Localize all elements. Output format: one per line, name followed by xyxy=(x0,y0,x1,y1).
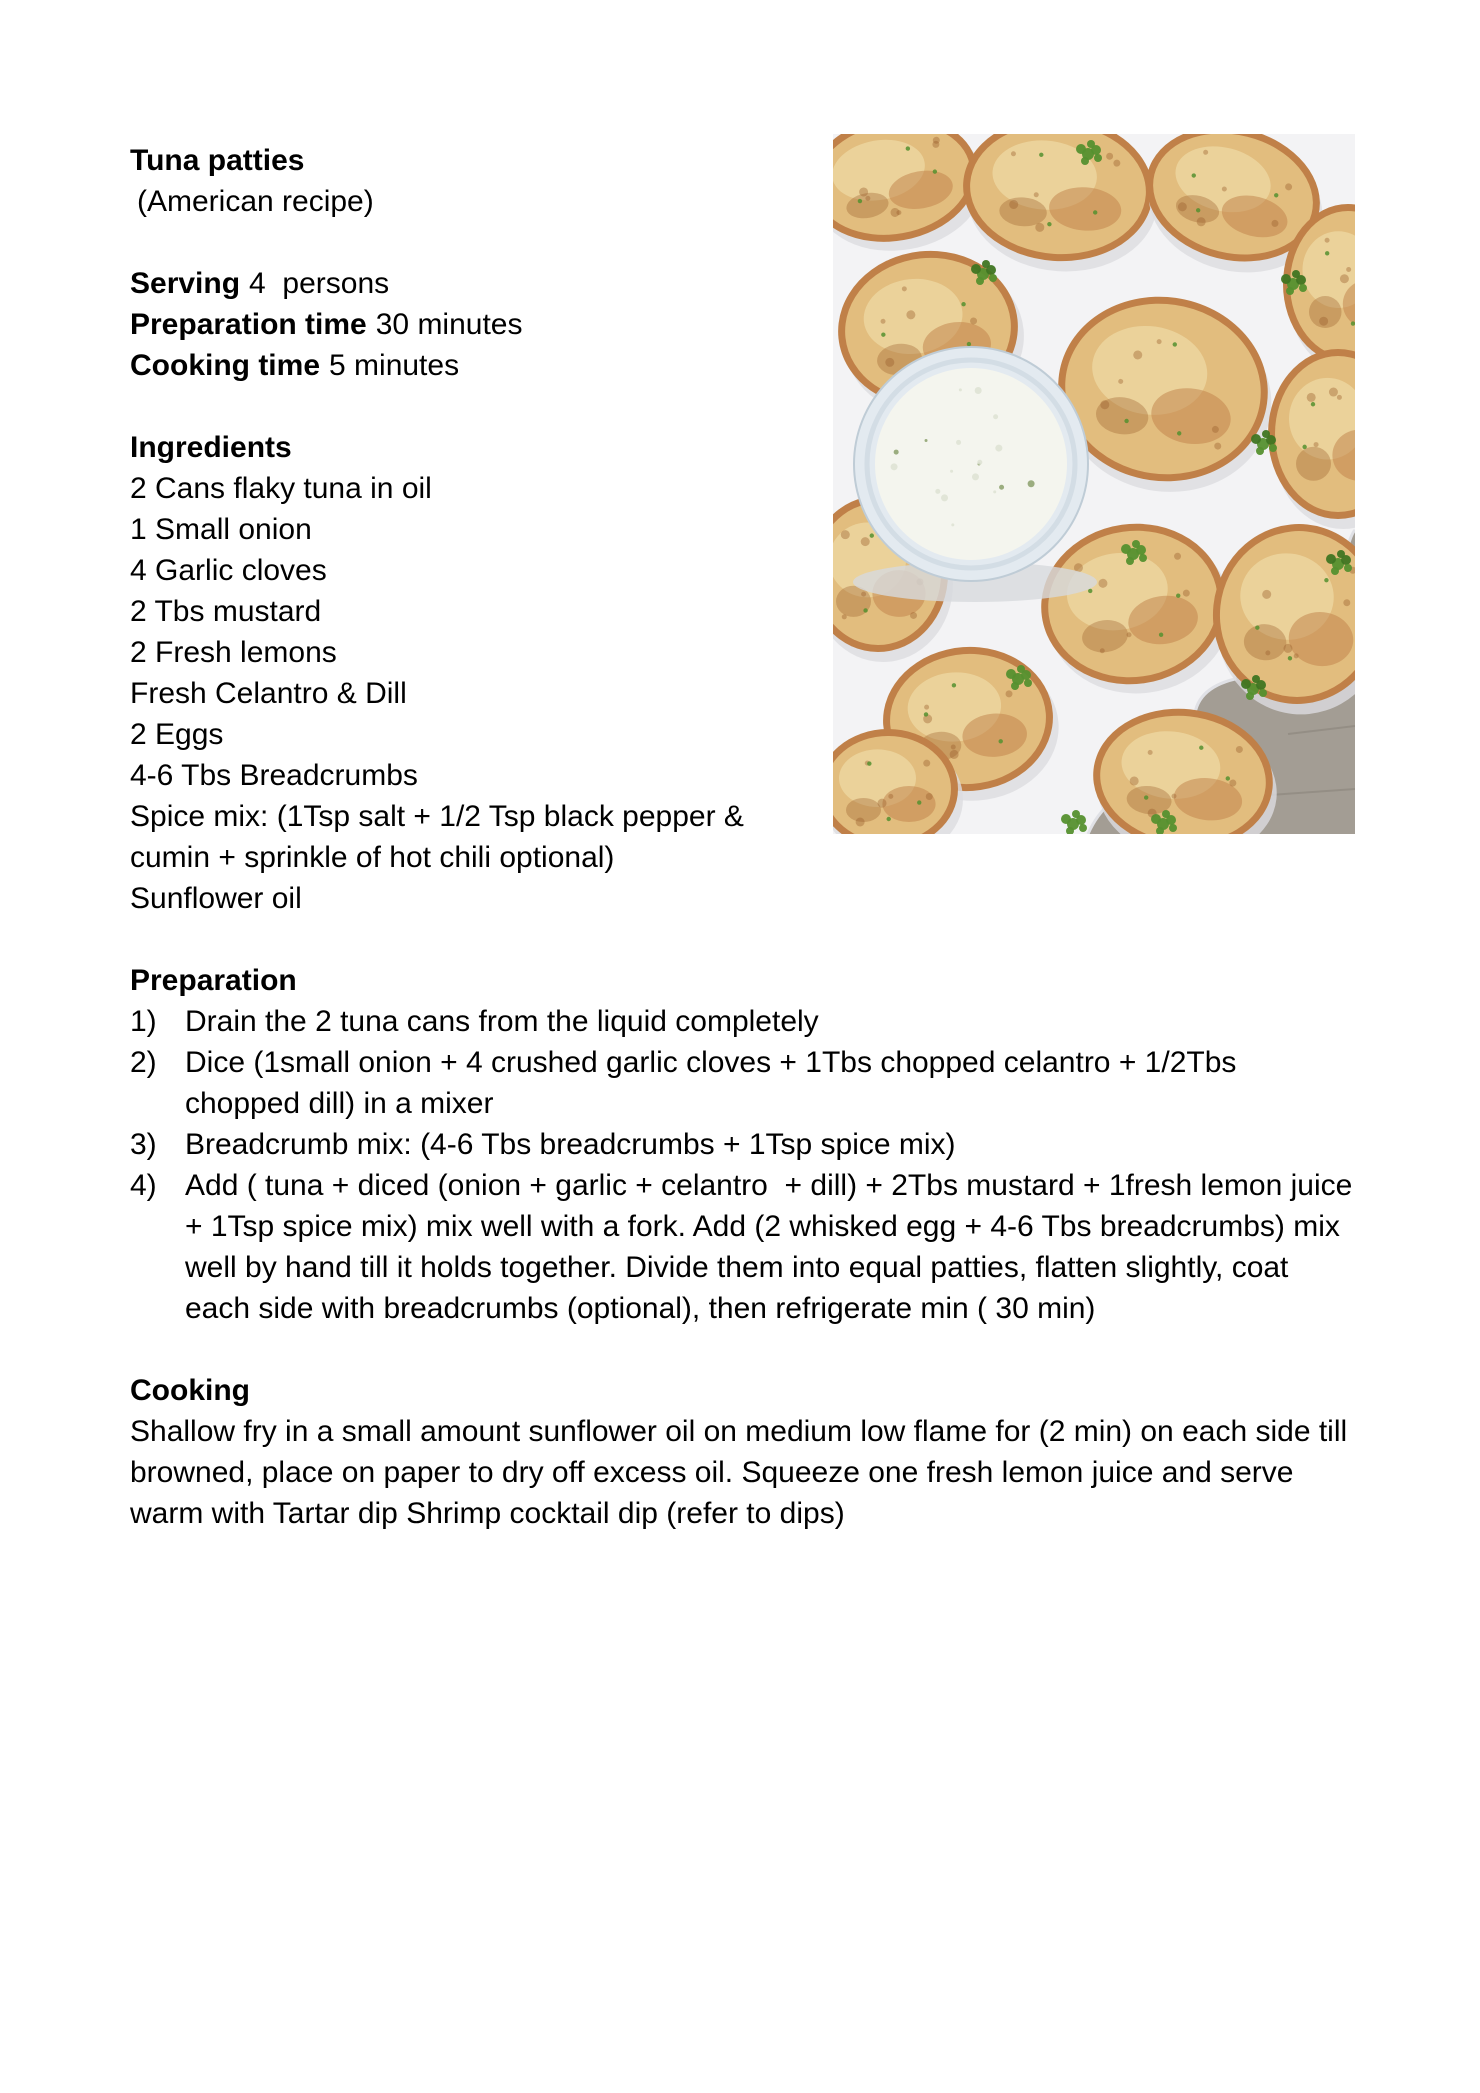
ingredient-item: 2 Fresh lemons xyxy=(130,636,337,669)
step-text: Drain the 2 tuna cans from the liquid completely xyxy=(185,1005,819,1038)
ingredient-item: 2 Cans flaky tuna in oil xyxy=(130,472,432,505)
page-subtitle: (American recipe) xyxy=(137,185,374,218)
meta-value: 30 minutes xyxy=(375,308,523,341)
tuna-patties-photo-canvas xyxy=(833,134,1355,834)
step-marker: 1) xyxy=(130,1005,157,1038)
ingredients-heading: Ingredients xyxy=(130,431,292,464)
ingredient-item: Spice mix: (1Tsp salt + 1/2 Tsp black pepper & cumin + sprinkle of hot chili optional) xyxy=(130,800,753,874)
step-marker: 2) xyxy=(130,1046,157,1079)
ingredient-item: 1 Small onion xyxy=(130,513,312,546)
step-marker: 3) xyxy=(130,1128,157,1161)
step-text: Breadcrumb mix: (4-6 Tbs breadcrumbs + 1Tsp spice mix) xyxy=(185,1128,956,1161)
preparation-step xyxy=(130,1001,1355,1042)
recipe-photo xyxy=(833,134,1355,834)
ingredient-item: 2 Tbs mustard xyxy=(130,595,322,628)
preparation-heading: Preparation xyxy=(130,964,297,997)
ingredient-item: Fresh Celantro & Dill xyxy=(130,677,407,710)
meta-value: 4 persons xyxy=(249,267,390,300)
step-marker: 4) xyxy=(130,1169,157,1202)
preparation-step xyxy=(130,1165,1361,1329)
cooking-heading: Cooking xyxy=(130,1374,250,1407)
ingredient-item: 4 Garlic cloves xyxy=(130,554,327,587)
page-title: Tuna patties xyxy=(130,144,305,177)
ingredient-item: 4-6 Tbs Breadcrumbs xyxy=(130,759,418,792)
meta-label: Preparation time xyxy=(130,308,367,341)
meta-label: Serving xyxy=(130,267,241,300)
preparation-step xyxy=(130,1124,1355,1165)
preparation-step xyxy=(130,1042,1355,1124)
meta-label: Cooking time xyxy=(130,349,321,382)
cooking-text: Shallow fry in a small amount sunflower oil on medium low flame for (2 min) on each side till browned, place on paper to dry off excess oil. Squeeze one fresh lemon juice and serve warm with Tartar dip Shrimp cocktail dip (refer to dips) xyxy=(130,1415,1356,1530)
ingredient-item: Sunflower oil xyxy=(130,882,302,915)
meta-value: 5 minutes xyxy=(329,349,460,382)
ingredient-item: 2 Eggs xyxy=(130,718,224,751)
step-text: Dice (1small onion + 4 crushed garlic cloves + 1Tbs chopped celantro + 1/2Tbs chopped dill) in a mixer xyxy=(185,1046,1245,1120)
step-text: Add ( tuna + diced (onion + garlic + celantro + dill) + 2Tbs mustard + 1fresh lemon juice + 1Tsp spice mix) mix well with a fork. Add (2 whisked egg + 4-6 Tbs breadcrumbs) mix well by hand till it holds together. Divide them into equal patties, flatten slightly, coat each side with breadcrumbs (optional), then refrigerate min ( 30 min) xyxy=(185,1169,1361,1325)
